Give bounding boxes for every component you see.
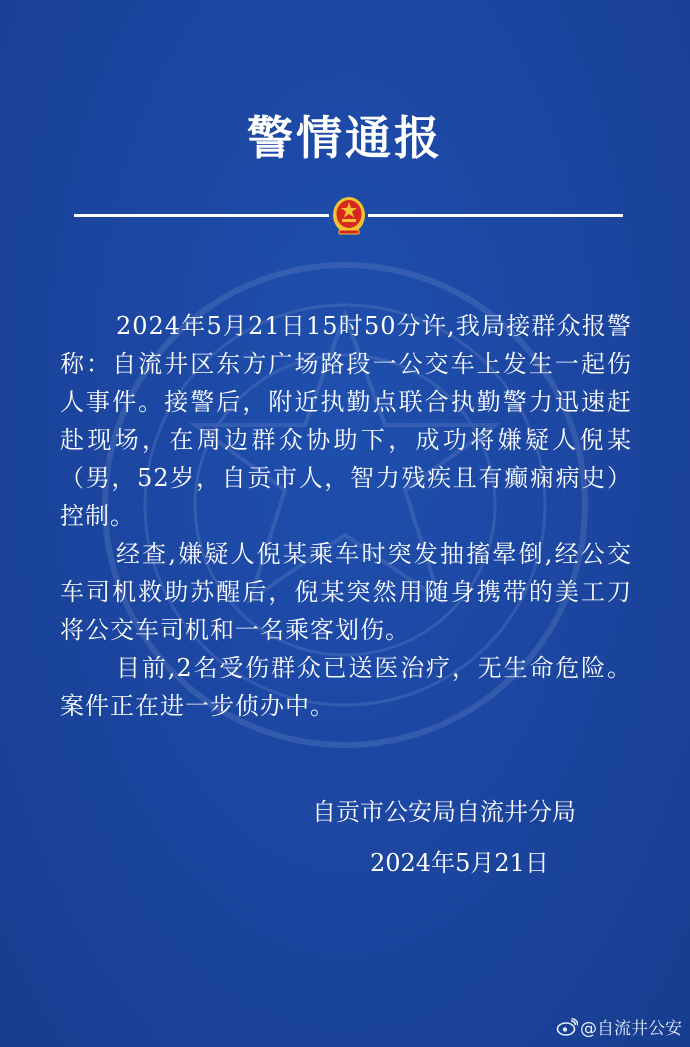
weibo-account-label: @自流井公安 bbox=[580, 1019, 682, 1039]
page-title: 警情通报 bbox=[247, 111, 443, 165]
weibo-icon bbox=[556, 1018, 578, 1036]
weibo-watermark bbox=[556, 1014, 682, 1039]
title-divider-right bbox=[368, 214, 623, 217]
paragraph-investigation: 经查,嫌疑人倪某乘车时突发抽搐晕倒,经公交车司机救助苏醒后，倪某突然用随身携带的美工刀将公交车司机和一名乘客划伤。 bbox=[60, 540, 632, 644]
issuing-agency: 自贡市公安局自流井分局 bbox=[312, 798, 576, 826]
paragraph-incident: 2024年5月21日15时50分许,我局接群众报警称：自流井区东方广场路段一公交车上发生一起伤人事件。接警后，附近执勤点联合执勤警力迅速赶赴现场，在周边群众协助下，成功将嫌疑人倪某（男，52岁，自贡市人，智力残疾且有癫痫病史）控制。 bbox=[60, 312, 632, 530]
issue-date: 2024年5月21日 bbox=[370, 849, 549, 877]
notice-body bbox=[60, 307, 632, 725]
police-emblem-icon bbox=[331, 196, 367, 236]
title-divider-left bbox=[74, 214, 329, 217]
paragraph-status: 目前,2名受伤群众已送医治疗，无生命危险。案件正在进一步侦办中。 bbox=[60, 654, 632, 720]
